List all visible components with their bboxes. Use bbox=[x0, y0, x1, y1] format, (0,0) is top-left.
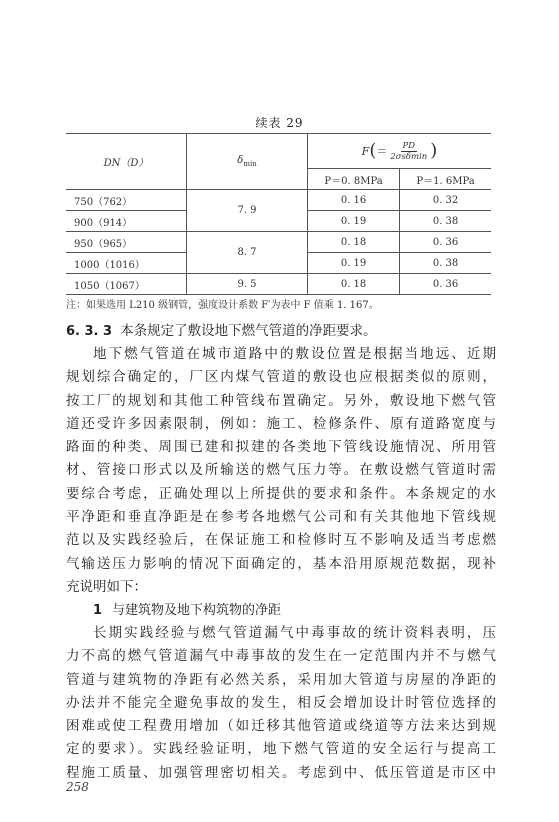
cell-p2: 0. 38 bbox=[400, 211, 491, 232]
cell-delta: 7. 9 bbox=[187, 190, 308, 232]
paragraph-2 bbox=[66, 622, 496, 785]
cell-p1: 0. 18 bbox=[308, 274, 400, 295]
subsection-number: 1 bbox=[93, 603, 103, 618]
text-line: 长期实践经验与燃气管道漏气中毒事故的统计资料表明，压 bbox=[93, 625, 496, 641]
formula-denominator: 2σsδmin bbox=[390, 151, 428, 162]
page-number: 258 bbox=[66, 780, 89, 794]
header-p1: P＝0. 8MPa bbox=[308, 169, 400, 190]
text-line: 定的要求）。实践经验证明，地下燃气管道的安全运行与提高工 bbox=[66, 741, 496, 758]
cell-delta: 8. 7 bbox=[187, 232, 308, 274]
section-heading bbox=[66, 320, 496, 343]
cell-dn: 950（965） bbox=[66, 232, 187, 253]
table-header-row bbox=[66, 134, 491, 169]
text-line: 平净距和垂直净距是在参考各地燃气公司和有关其他地下管线规 bbox=[66, 509, 496, 526]
paragraph-1 bbox=[66, 343, 496, 599]
text-line: 管道与建筑物的净距有必然关系，采用加大管道与房屋的净距的 bbox=[66, 671, 496, 688]
cell-p2: 0. 38 bbox=[400, 253, 491, 274]
cell-p2: 0. 36 bbox=[400, 232, 491, 253]
text-line: 困难或使工程费用增加（如迁移其他管道或绕道等方法来达到规 bbox=[66, 718, 496, 735]
cell-p1: 0. 19 bbox=[308, 253, 400, 274]
text-line: 气输送压力影响的情况下面确定的，基本沿用原规范数据，现补 bbox=[66, 555, 496, 572]
text-line: 地下燃气管道在城市道路中的敷设位置是根据当地远、近期 bbox=[93, 346, 496, 362]
text-line: 程施工质量、加强管理密切相关。考虑到中、低压管道是市区中 bbox=[66, 764, 496, 781]
table-row bbox=[66, 232, 491, 253]
formula-numerator: PD bbox=[402, 140, 416, 151]
cell-p1: 0. 18 bbox=[308, 232, 400, 253]
text-line: 材、管接口形式以及所输送的燃气压力等。在敷设燃气管道时需 bbox=[66, 462, 496, 479]
header-dn: DN（D） bbox=[66, 134, 187, 190]
header-p2: P＝1. 6MPa bbox=[400, 169, 491, 190]
cell-p2: 0. 36 bbox=[400, 274, 491, 295]
cell-p1: 0. 19 bbox=[308, 211, 400, 232]
text-line: 道还受许多因素限制，例如：施工、检修条件、原有道路宽度与 bbox=[66, 415, 496, 432]
subsection-title: 与建筑物及地下构筑物的净距 bbox=[112, 603, 282, 618]
text-line: 力不高的燃气管道漏气中毒事故的发生在一定范围内并不与燃气 bbox=[66, 648, 496, 665]
cell-p2: 0. 32 bbox=[400, 190, 491, 211]
subsection-heading bbox=[66, 599, 496, 622]
text-line: 按工厂的规划和其他工种管线布置确定。另外，敷设地下燃气管 bbox=[66, 392, 496, 409]
cell-delta: 9. 5 bbox=[187, 274, 308, 295]
table-row bbox=[66, 274, 491, 295]
header-f bbox=[308, 134, 492, 169]
cell-dn: 1000（1016） bbox=[66, 253, 187, 274]
table-caption: 续表 29 bbox=[255, 116, 304, 130]
table-row bbox=[66, 190, 491, 211]
text-line: 范以及实践经验后，在保证施工和检修时互不影响及适当考虑燃 bbox=[66, 532, 496, 549]
f-formula: F ( ＝ $\frac{PD}{\text{2σsδmin}}$ ) bbox=[361, 140, 438, 162]
text-line: 办法并不能完全避免事故的发生，相反会增加设计时管位选择的 bbox=[66, 694, 496, 711]
text-line: 规划综合确定的，厂区内煤气管道的敷设也应根据类似的原则， bbox=[66, 369, 496, 386]
text-line: 充说明如下： bbox=[66, 578, 147, 595]
header-delta: $\delta_{min}$ bbox=[187, 134, 308, 190]
table-29 bbox=[66, 133, 491, 295]
text-line: 要综合考虑，正确处理以上所提供的要求和条件。本条规定的水 bbox=[66, 485, 496, 502]
section-title: 本条规定了敷设地下燃气管道的净距要求。 bbox=[120, 323, 377, 339]
cell-p1: 0. 16 bbox=[308, 190, 400, 211]
section-number: 6. 3. 3 bbox=[66, 324, 113, 339]
text-line: 路面的种类、周围已建和拟建的各类地下管线设施情况、所用管 bbox=[66, 439, 496, 456]
cell-dn: 1050（1067） bbox=[66, 274, 187, 295]
cell-dn: 750（762） bbox=[66, 190, 187, 211]
cell-dn: 900（914） bbox=[66, 211, 187, 232]
table-note: 注：如果选用 L210 级钢管，强度设计系数 F′为表中 F 值乘 1. 167。 bbox=[66, 300, 379, 311]
